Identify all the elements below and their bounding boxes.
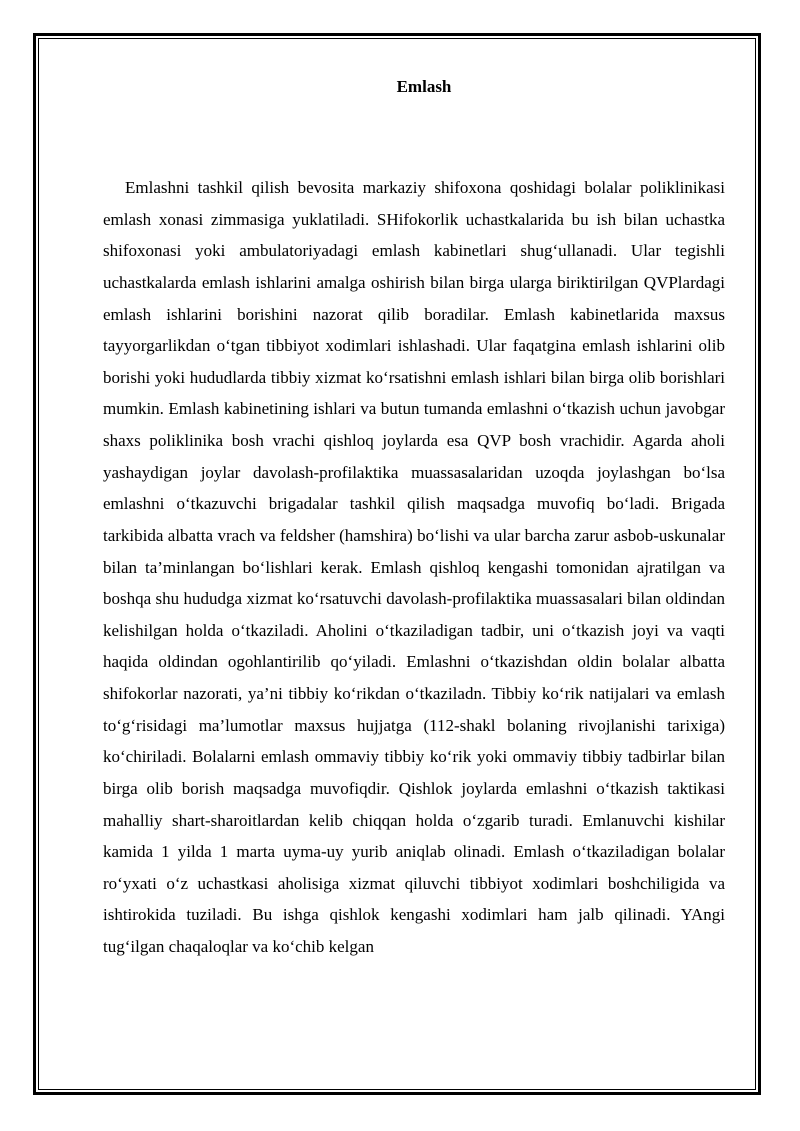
- body-paragraph: Emlashni tashkil qilish bevosita markaziy shifoxona qoshidagi bolalar poliklinikasi emlash xonasi zimmasiga yuklatiladi. SHifokorlik uchastkalarida bu ish bilan uchastka shifoxonasi yoki ambulatoriyadagi emlash kabinetlari shug‘ullanadi. Ular tegishli uchastkalarda emlash ishlarini amalga oshirish bilan birga ularga biriktirilgan QVPlardagi emlash ishlarini borishini nazorat qilib boradilar. Emlash kabinetlarida maxsus tayyorgarlikdan o‘tgan tibbiyot xodimlari ishlashadi. Ular faqatgina emlash ishlarini olib borishi yoki hududlarda tibbiy xizmat ko‘rsatishni emlash ishlari bilan birga olib borishlari mumkin. Emlash kabinetining ishlari va butun tumanda emlashni o‘tkazish uchun javobgar shaxs poliklinika bosh vrachi qishloq joylarda esa QVP bosh vrachidir. Agarda aholi yashaydigan joylar davolash-profilaktika muassasalaridan uzoqda joylashgan bo‘lsa emlashni o‘tkazuvchi brigadalar tashkil qilish maqsadga muvofiq bo‘ladi. Brigada tarkibida albatta vrach va feldsher (hamshira) bo‘lishi va ular barcha zarur asbob-uskunalar bilan ta’minlangan bo‘lishlari kerak. Emlash qishloq kengashi tomonidan ajratilgan va boshqa shu hududga xizmat ko‘rsatuvchi davolash-profilaktika muassasalari bilan oldindan kelishilgan holda o‘tkaziladi. Aholini o‘tkaziladigan tadbir, uni o‘tkazish joyi va vaqti haqida oldindan ogohlantirilib qo‘yiladi. Emlashni o‘tkazishdan oldin bolalar albatta shifokorlar nazorati, ya’ni tibbiy ko‘rikdan o‘tkaziladn. Tibbiy ko‘rik natijalari va emlash to‘g‘risidagi ma’lumotlar maxsus hujjatga (112-shakl bolaning rivojlanishi tarixiga) ko‘chiriladi. Bolalarni emlash ommaviy tibbiy ko‘rik yoki ommaviy tibbiy tadbirlar bilan birga olib borish maqsadga muvofiqdir. Qishlok joylarda emlashni o‘tkazish taktikasi mahalliy shart-sharoitlardan kelib chiqqan holda o‘zgarib turadi. Emlanuvchi kishilar kamida 1 yilda 1 marta uyma-uy yurib aniqlab olinadi. Emlash o‘tkaziladigan bolalar ro‘yxati o‘z uchastkasi aholisiga xizmat qiluvchi tibbiyot xodimlari boshchiligida va ishtirokida tuziladi. Bu ishga qishlok kengashi xodimlari ham jalb qilinadi. YAngi tug‘ilgan chaqaloqlar va ko‘chib kelgan: [103, 178, 725, 956]
- document-title: Emlash: [396, 77, 452, 96]
